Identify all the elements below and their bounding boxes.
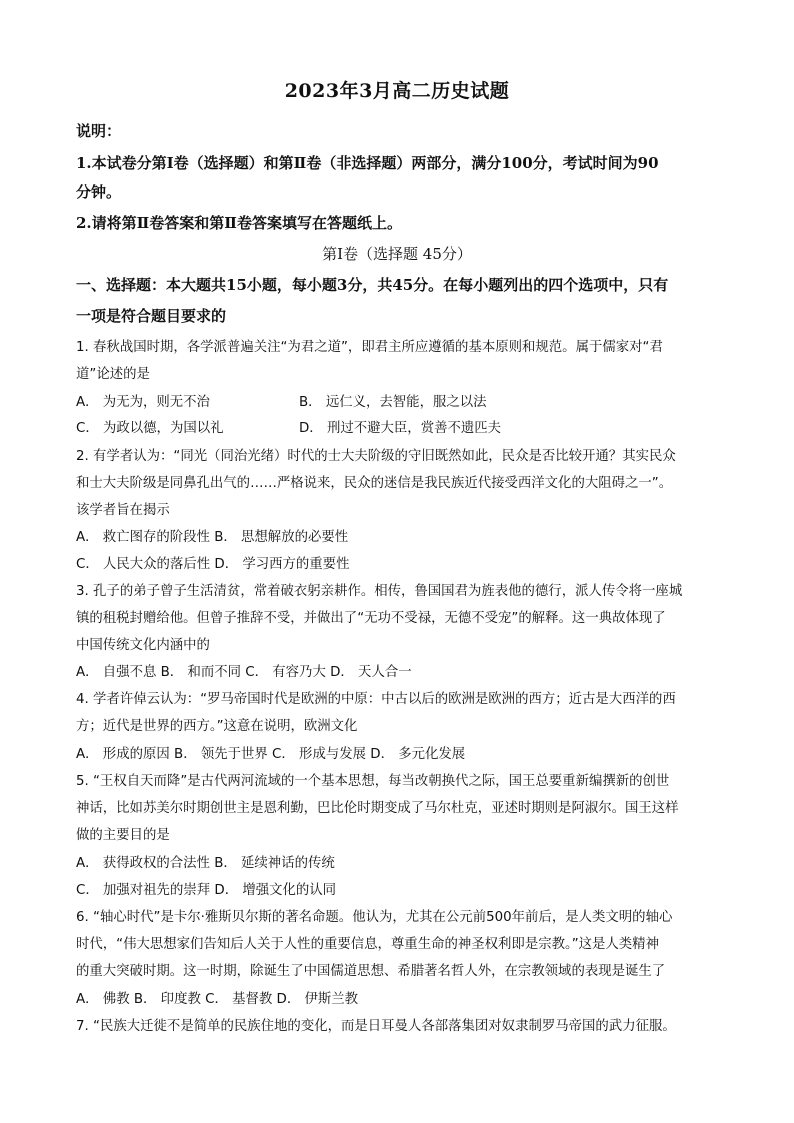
- question-3-line-1: 3. 孔子的弟子曾子生活清贫，常着破衣躬亲耕作。相传，鲁国国君为旌表他的德行，派人传令将一座城: [76, 584, 683, 599]
- question-2-line-3: 该学者旨在揭示: [76, 503, 170, 518]
- question-5-line-1: 5. “王权自天而降”是古代两河流域的一个基本思想，每当改朝换代之际，国王总要重新编撰新的创世: [76, 774, 670, 789]
- question-4-options: A． 形成的原因 B． 领先于世界 C． 形成与发展 D． 多元化发展: [76, 747, 466, 762]
- question-7-line-1: 7. “民族大迁徙不是简单的民族住地的变化，而是日耳曼人各部落集团对奴隶制罗马帝国的武力征服。: [76, 1019, 676, 1034]
- question-3-options: A． 自强不息 B． 和而不同 C． 有容乃大 D． 天人合一: [76, 665, 412, 680]
- note-1-line-2: 分钟。: [76, 183, 122, 201]
- question-1-option-a: A． 为无为，则无不治: [76, 395, 210, 410]
- question-3-line-3: 中国传统文化内涵中的: [76, 638, 210, 653]
- question-1-line-2: 道”论述的是: [76, 367, 150, 382]
- question-6-line-2: 时代，“伟大思想家们告知后人关于人性的重要信息，尊重生命的神圣权利即是宗教。”这是人类精神: [76, 937, 659, 952]
- note-1-line-1: 1.本试卷分第Ⅰ卷（选择题）和第Ⅱ卷（非选择题）两部分，满分100分，考试时间为90: [76, 154, 659, 172]
- question-1-option-d: D． 刑过不避大臣，赏善不遗匹夫: [299, 421, 502, 436]
- question-6-line-3: 的重大突破时期。这一时期，除诞生了中国儒道思想、希腊著名哲人外，在宗教领域的表现是诞生了: [76, 964, 666, 979]
- question-6-line-1: 6. “轴心时代”是卡尔·雅斯贝尔斯的著名命题。他认为，尤其在公元前500年前后，是人类文明的轴心: [76, 910, 673, 925]
- question-5-line-3: 做的主要目的是: [76, 828, 170, 843]
- question-4-line-2: 方；近代是世界的西方。”这意在说明，欧洲文化: [76, 719, 358, 734]
- exam-title: 2023年3月高二历史试题: [284, 80, 510, 102]
- question-6-options: A． 佛教 B． 印度教 C． 基督教 D． 伊斯兰教: [76, 992, 359, 1007]
- question-1-option-b: B． 远仁义，去智能，服之以法: [299, 395, 487, 410]
- question-5-options-cd: C． 加强对祖先的崇拜 D． 增强文化的认同: [76, 883, 337, 898]
- question-3-line-2: 镇的租税封赠给他。但曾子推辞不受，并做出了“无功不受禄，无德不受宠”的解释。这一典故体现了: [76, 611, 666, 626]
- question-5-line-2: 神话，比如苏美尔时期创世主是恩利勤，巴比伦时期变成了马尔杜克，亚述时期则是阿淑尔。国王这样: [76, 801, 679, 816]
- instruction-line-1: 一、选择题：本大题共15小题，每小题3分，共45分。在每小题列出的四个选项中，只有: [76, 276, 669, 294]
- question-2-options-cd: C． 人民大众的落后性 D． 学习西方的重要性: [76, 557, 350, 572]
- question-2-line-2: 和士大夫阶级是同鼻孔出气的……严格说来，民众的迷信是我民族近代接受西洋文化的大阻碍之一”。: [76, 476, 673, 491]
- question-1-option-c: C． 为政以德，为国以礼: [76, 421, 224, 436]
- section-title: 第Ⅰ卷（选择题 45分）: [322, 245, 472, 263]
- note-2: 2.请将第Ⅱ卷答案和第Ⅱ卷答案填写在答题纸上。: [76, 214, 402, 232]
- question-5-options-ab: A． 获得政权的合法性 B． 延续神话的传统: [76, 856, 335, 871]
- question-2-line-1: 2. 有学者认为：“同光（同治光绪）时代的士大夫阶级的守旧既然如此，民众是否比较开通？其实民众: [76, 449, 676, 464]
- question-2-options-ab: A． 救亡图存的阶段性 B． 思想解放的必要性: [76, 530, 349, 545]
- question-1-line-1: 1. 春秋战国时期，各学派普遍关注“为君之道”，即君主所应遵循的基本原则和规范。属于儒家对“君: [76, 340, 663, 355]
- question-4-line-1: 4. 学者许倬云认为：“罗马帝国时代是欧洲的中原：中古以后的欧洲是欧洲的西方；近古是大西洋的西: [76, 692, 676, 707]
- note-label: 说明：: [76, 122, 122, 140]
- instruction-line-2: 一项是符合题目要求的: [76, 307, 227, 325]
